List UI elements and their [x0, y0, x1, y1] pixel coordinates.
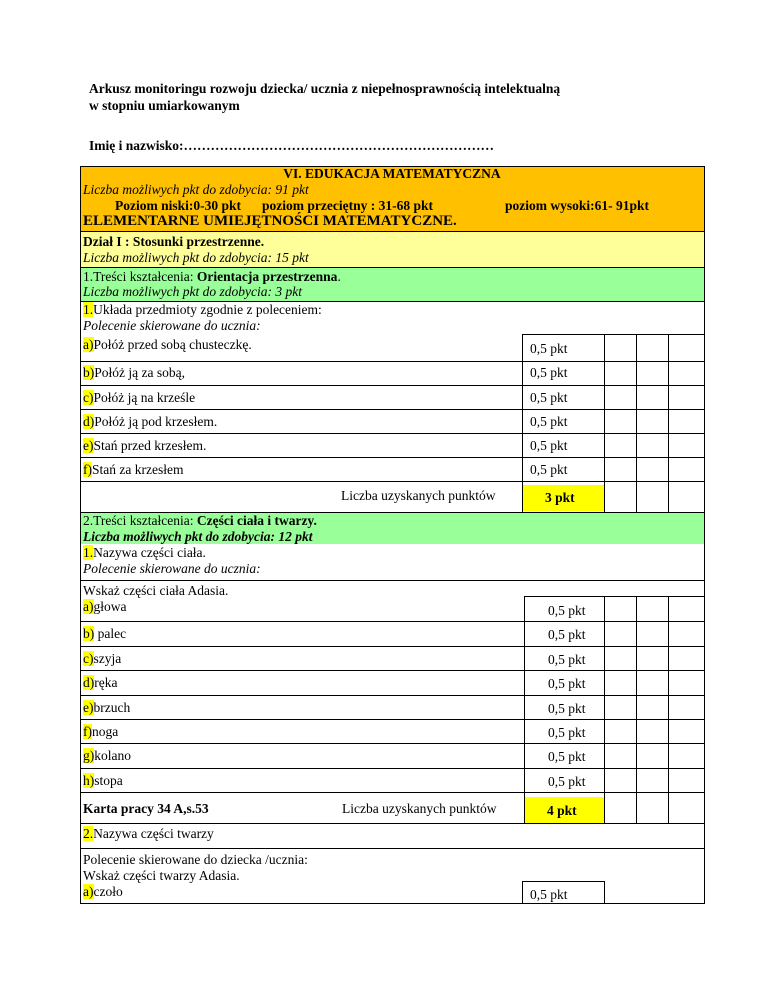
topic2-title: 2.Treści kształcenia: Części ciała i twarzy. — [83, 513, 317, 528]
level-mid: poziom przeciętny : 31-68 pkt — [262, 198, 433, 213]
topic2-sum-label: Liczba uzyskanych punktów — [342, 801, 497, 816]
dzial-title: Dział I : Stosunki przestrzenne. — [83, 234, 265, 249]
topic2-prompt: Wskaż części ciała Adasia. — [83, 583, 229, 598]
topic2-item2-row: a)czoło — [83, 884, 123, 899]
section-heading: VI. EDUKACJA MATEMATYCZNA — [283, 166, 501, 181]
dzial-max-points: Liczba możliwych pkt do zdobycia: 15 pkt — [83, 250, 309, 265]
title-line-1: Arkusz monitoringu rozwoju dziecka/ ucznia z niepełnosprawnością intelektualną — [89, 81, 561, 96]
topic1-max-points: Liczba możliwych pkt do zdobycia: 3 pkt — [83, 284, 302, 299]
topic2-task2: 2.Nazywa części twarzy — [83, 826, 214, 841]
topic2-item2-points: 0,5 pkt — [530, 887, 568, 902]
topic1-sum-label: Liczba uzyskanych punktów — [341, 488, 496, 503]
topic1-sum-value: 3 pkt — [545, 490, 575, 505]
section-subheading: ELEMENTARNE UMIEJĘTNOŚCI MATEMATYCZNE. — [83, 213, 457, 229]
topic1-instruction: Polecenie skierowane do ucznia: — [83, 318, 261, 333]
topic2-task: 1.Nazywa części ciała. — [83, 545, 206, 560]
topic1-task: 1.Układa przedmioty zgodnie z poleceniem: — [83, 302, 322, 317]
section-max-points: Liczba możliwych pkt do zdobycia: 91 pkt — [83, 182, 309, 197]
topic2-max-points: Liczba możliwych pkt do zdobycia: 12 pkt — [83, 529, 313, 544]
level-high: poziom wysoki:61- 91pkt — [505, 198, 650, 213]
name-field-label: Imię i nazwisko:…………………………………………………………… — [89, 138, 494, 153]
topic2-instruction2: Polecenie skierowane do dziecka /ucznia: — [83, 852, 308, 867]
topic1-title: 1.Treści kształcenia: Orientacja przestrzenna. — [83, 269, 341, 284]
title-line-2: w stopniu umiarkowanym — [89, 98, 240, 113]
worksheet-ref: Karta pracy 34 A,s.53 — [83, 801, 209, 816]
topic2-prompt2: Wskaż części twarzy Adasia. — [83, 868, 240, 883]
topic2-sum-value: 4 pkt — [547, 803, 577, 818]
level-low: Poziom niski:0-30 pkt — [115, 198, 242, 213]
topic2-instruction: Polecenie skierowane do ucznia: — [83, 561, 261, 576]
